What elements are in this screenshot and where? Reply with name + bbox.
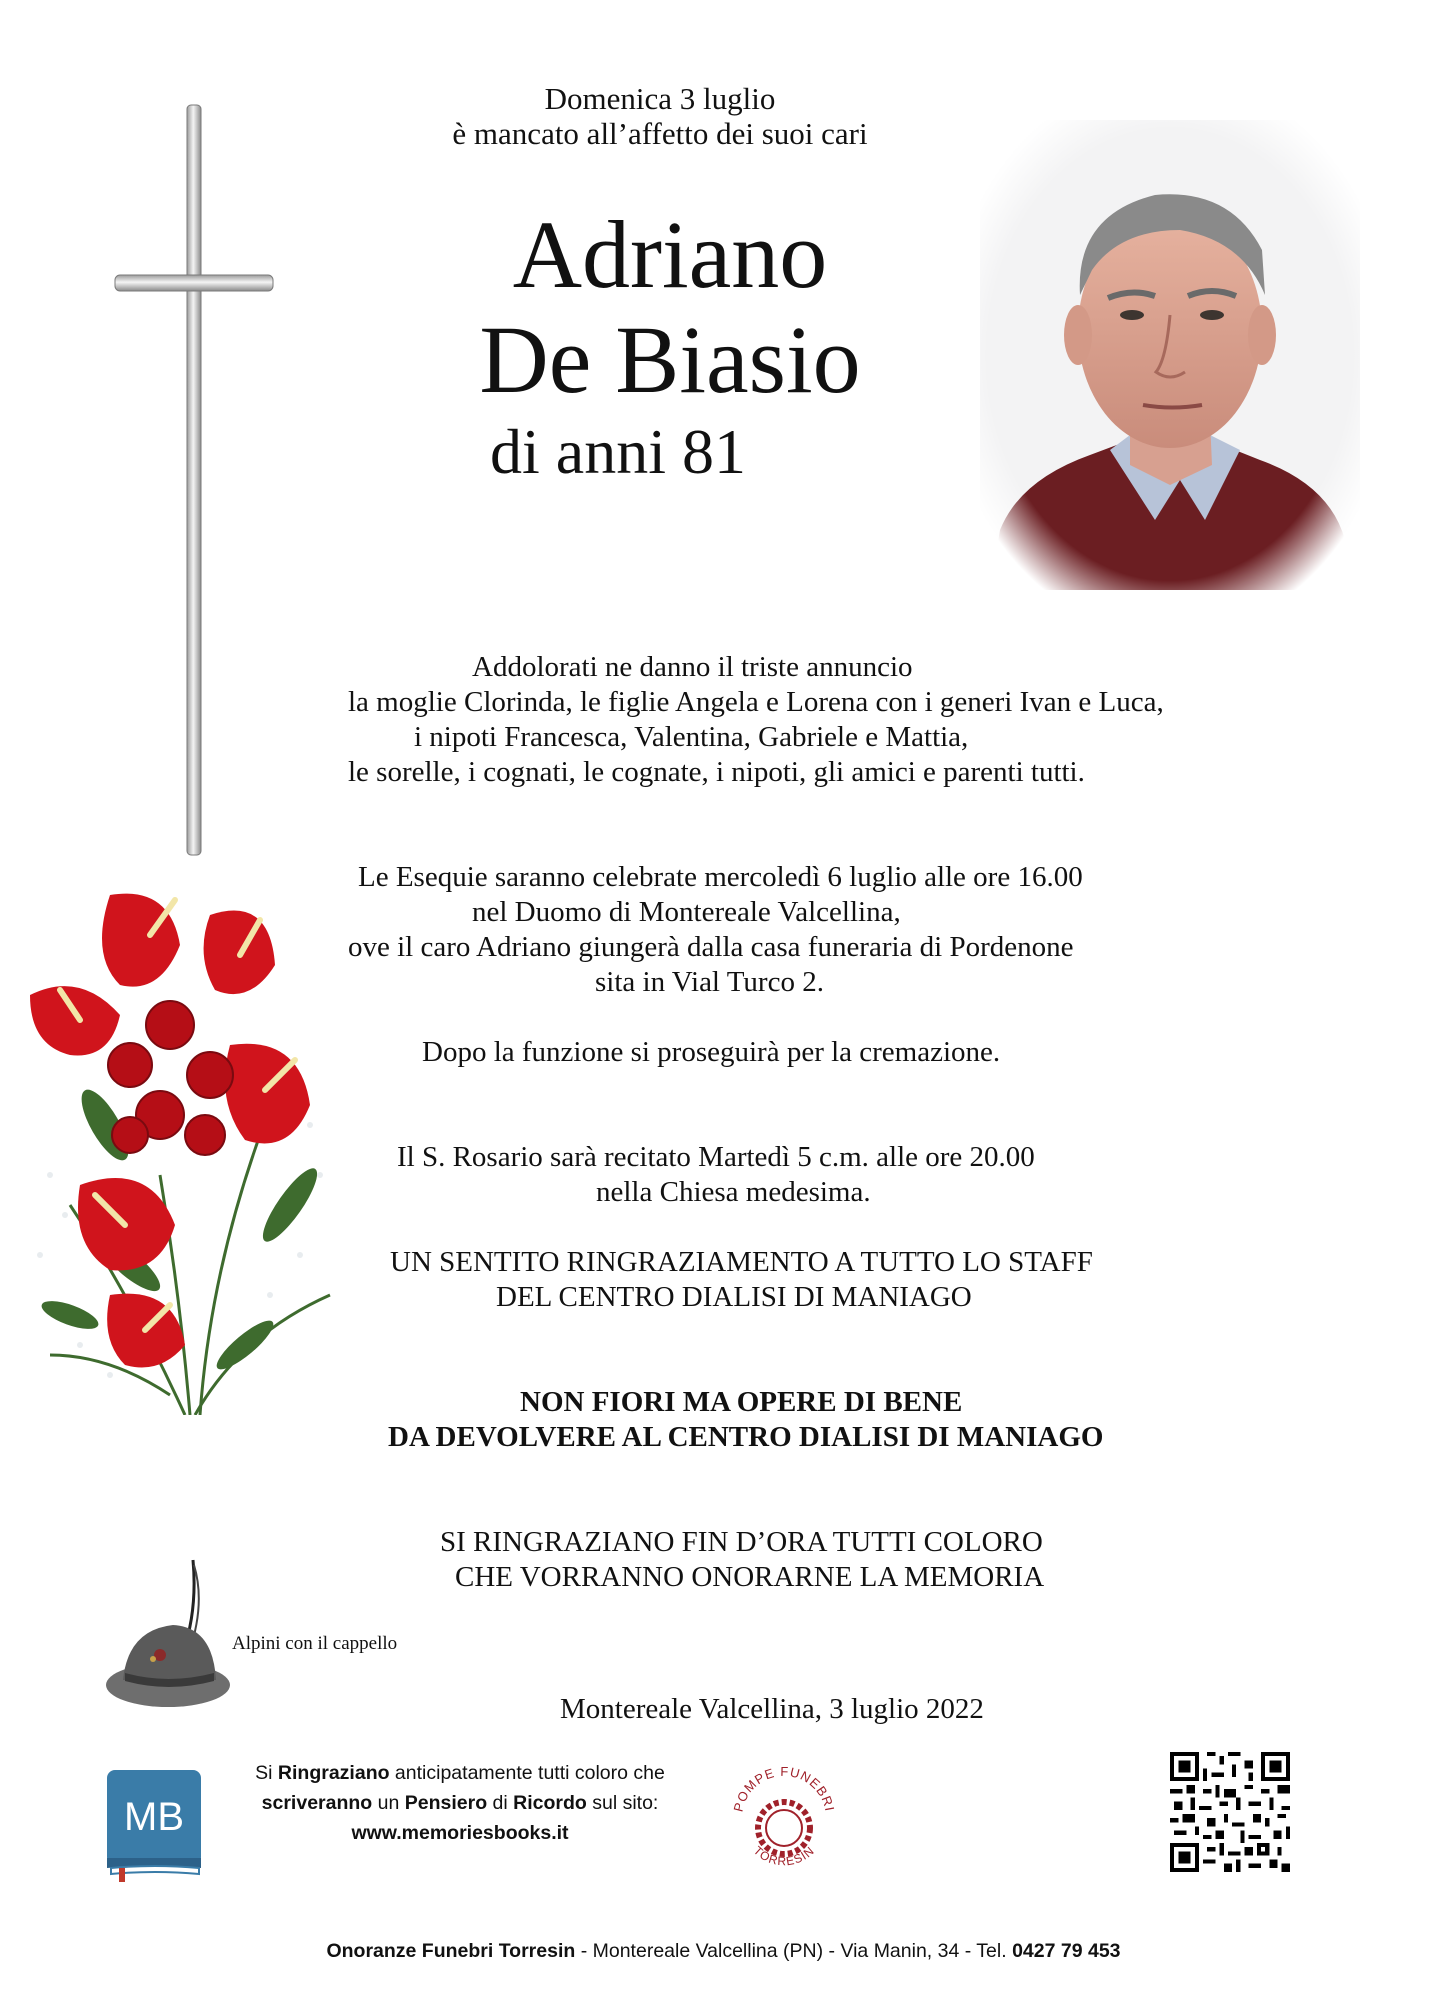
staff-thanks-line: UN SENTITO RINGRAZIAMENTO A TUTTO LO STAFF bbox=[390, 1246, 1093, 1278]
mb-text-part: sul sito: bbox=[586, 1792, 659, 1814]
donation-request-line: NON FIORI MA OPERE DI BENE bbox=[520, 1386, 963, 1418]
mb-text-part: anticipatamente tutti coloro che bbox=[389, 1762, 665, 1784]
announcement-intro: è mancato all’affetto dei suoi cari bbox=[452, 116, 868, 151]
announcement-line: la moglie Clorinda, le figlie Angela e Lorena con i generi Ivan e Luca, bbox=[348, 686, 1164, 718]
mb-text-part: Ricordo bbox=[513, 1792, 587, 1814]
rosary-line: nella Chiesa medesima. bbox=[596, 1176, 871, 1208]
torresin-seal-logo bbox=[724, 1748, 844, 1888]
mb-text-part: di bbox=[487, 1792, 514, 1814]
memoriesbooks-logo bbox=[105, 1768, 205, 1883]
mb-text-part: un bbox=[372, 1792, 405, 1814]
flower-bouquet bbox=[10, 875, 350, 1415]
mb-text-part: Ringraziano bbox=[277, 1762, 390, 1784]
funeral-info-line: sita in Vial Turco 2. bbox=[595, 966, 824, 998]
announcement-date: Domenica 3 luglio bbox=[544, 81, 776, 116]
funeral-info-line: Le Esequie saranno celebrate mercoledì 6 luglio alle ore 16.00 bbox=[358, 861, 1083, 893]
portrait-photo bbox=[980, 120, 1360, 590]
cremation-note: Dopo la funzione si proseguirà per la cremazione. bbox=[422, 1036, 1001, 1068]
deceased-age: di anni 81 bbox=[490, 416, 746, 487]
funeral-home-footer bbox=[0, 1938, 1447, 1964]
footer-phone[interactable]: 0427 79 453 bbox=[1012, 1940, 1121, 1962]
alpine-hat-icon bbox=[98, 1555, 238, 1715]
memory-thanks-line: CHE VORRANNO ONORARNE LA MEMORIA bbox=[455, 1561, 1045, 1593]
mb-text-part: Si bbox=[255, 1762, 278, 1784]
memoriesbooks-url[interactable]: www.memoriesbooks.it bbox=[351, 1822, 569, 1844]
funeral-info-line: nel Duomo di Montereale Valcellina, bbox=[472, 896, 901, 928]
place-and-date: Montereale Valcellina, 3 luglio 2022 bbox=[560, 1693, 984, 1725]
seal-bottom-text: TORRESIN bbox=[750, 1843, 818, 1869]
mb-text-part: scriveranno bbox=[261, 1792, 373, 1814]
cross-icon bbox=[110, 100, 280, 860]
donation-request-line: DA DEVOLVERE AL CENTRO DIALISI DI MANIAGO bbox=[388, 1421, 1104, 1453]
footer-address: - Montereale Valcellina (PN) - Via Manin, 34 - Tel. bbox=[575, 1940, 1013, 1962]
mb-text-part: Pensiero bbox=[404, 1792, 488, 1814]
svg-text:POMPE FUNEBRI bbox=[730, 1764, 837, 1813]
deceased-last-name: De Biasio bbox=[479, 306, 861, 413]
alpine-caption: Alpini con il cappello bbox=[232, 1633, 398, 1654]
staff-thanks-line: DEL CENTRO DIALISI DI MANIAGO bbox=[496, 1281, 972, 1313]
footer-company: Onoranze Funebri Torresin bbox=[326, 1940, 576, 1962]
svg-text:TORRESIN bbox=[751, 1843, 818, 1868]
rosary-line: Il S. Rosario sarà recitato Martedì 5 c.m. alle ore 20.00 bbox=[397, 1141, 1035, 1173]
memoriesbooks-message bbox=[210, 1758, 710, 1848]
qr-code[interactable] bbox=[1170, 1752, 1290, 1872]
deceased-first-name: Adriano bbox=[512, 201, 828, 308]
announcement-line: i nipoti Francesca, Valentina, Gabriele e Mattia, bbox=[414, 721, 969, 753]
funeral-info-line: ove il caro Adriano giungerà dalla casa funeraria di Pordenone bbox=[348, 931, 1074, 963]
memory-thanks-line: SI RINGRAZIANO FIN D’ORA TUTTI COLORO bbox=[440, 1526, 1043, 1558]
announcement-line: Addolorati ne danno il triste annuncio bbox=[472, 651, 913, 683]
announcement-line: le sorelle, i cognati, le cognate, i nipoti, gli amici e parenti tutti. bbox=[348, 756, 1085, 788]
mb-logo-text: MB bbox=[124, 1795, 184, 1839]
seal-top-text: POMPE FUNEBRI bbox=[730, 1763, 838, 1814]
